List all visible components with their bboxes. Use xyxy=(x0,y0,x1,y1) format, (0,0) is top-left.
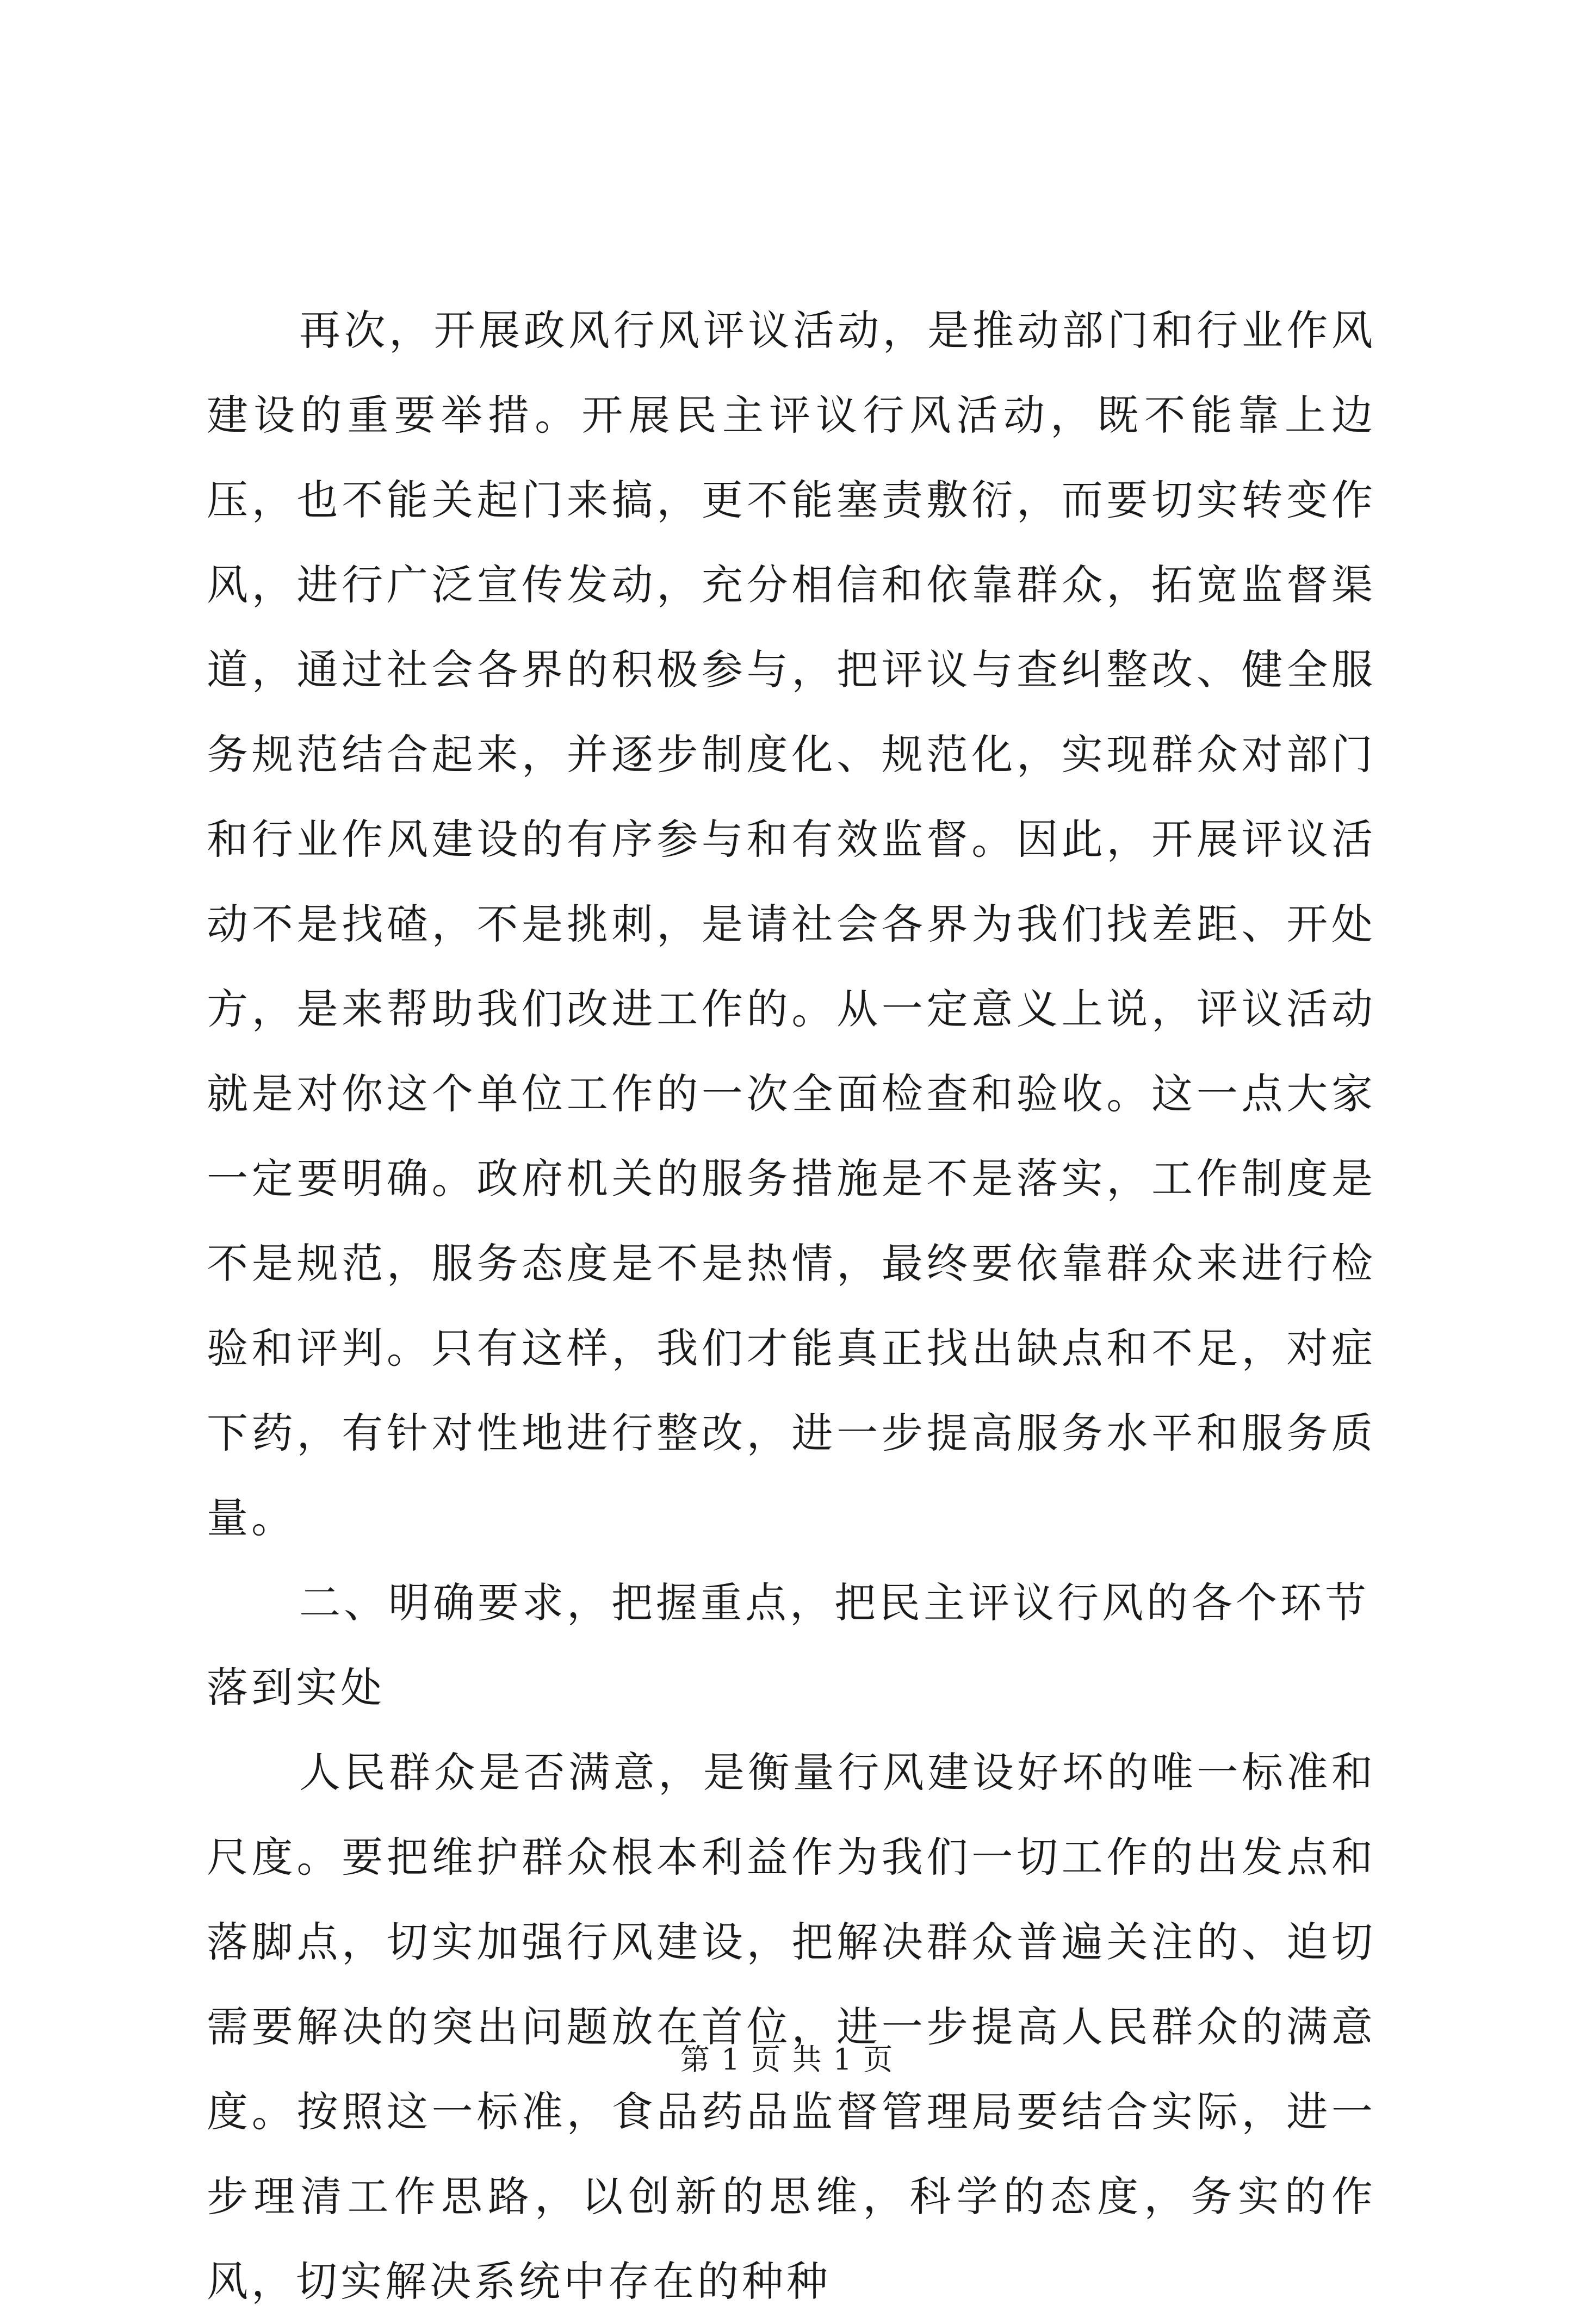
paragraph-evaluation-activity: 再次，开展政风行风评议活动，是推动部门和行业作风建设的重要举措。开展民主评议行风活动，既不能靠上边压，也不能关起门来搞，更不能塞责敷衍，而要切实转变作风，进行广泛宣传发动，充分相信和依靠群众，拓宽监督渠道，通过社会各界的积极参与，把评议与查纠整改、健全服务规范结合起来，并逐步制度化、规范化，实现群众对部门和行业作风建设的有序参与和有效监督。因此，开展评议活动不是找碴，不是挑刺，是请社会各界为我们找差距、开处方，是来帮助我们改进工作的。从一定意义上说，评议活动就是对你这个单位工作的一次全面检查和验收。这一点大家一定要明确。政府机关的服务措施是不是落实，工作制度是不是规范，服务态度是不是热情，最终要依靠群众来进行检验和评判。只有这样，我们才能真正找出缺点和不足，对症下药，有针对性地进行整改，进一步提高服务水平和服务质量。 xyxy=(207,306,1376,1542)
paragraph-public-satisfaction: 人民群众是否满意，是衡量行风建设好坏的唯一标准和尺度。要把维护群众根本利益作为我们一切工作的出发点和落脚点，切实加强行风建设，把解决群众普遍关注的、迫切需要解决的突出问题放在首位，进一步提高人民群众的满意度。按照这一标准，食品药品监督管理局要结合实际，进一步理清工作思路，以创新的思维，科学的态度，务实的作风，切实解决系统中存在的种种 xyxy=(207,1748,1376,2306)
document-body xyxy=(207,288,1376,2324)
section-heading-two: 二、明确要求，把握重点，把民主评议行风的各个环节落到实处 xyxy=(207,1579,1369,1712)
page-number-footer: 第 1 页 共 1 页 xyxy=(680,2042,894,2077)
